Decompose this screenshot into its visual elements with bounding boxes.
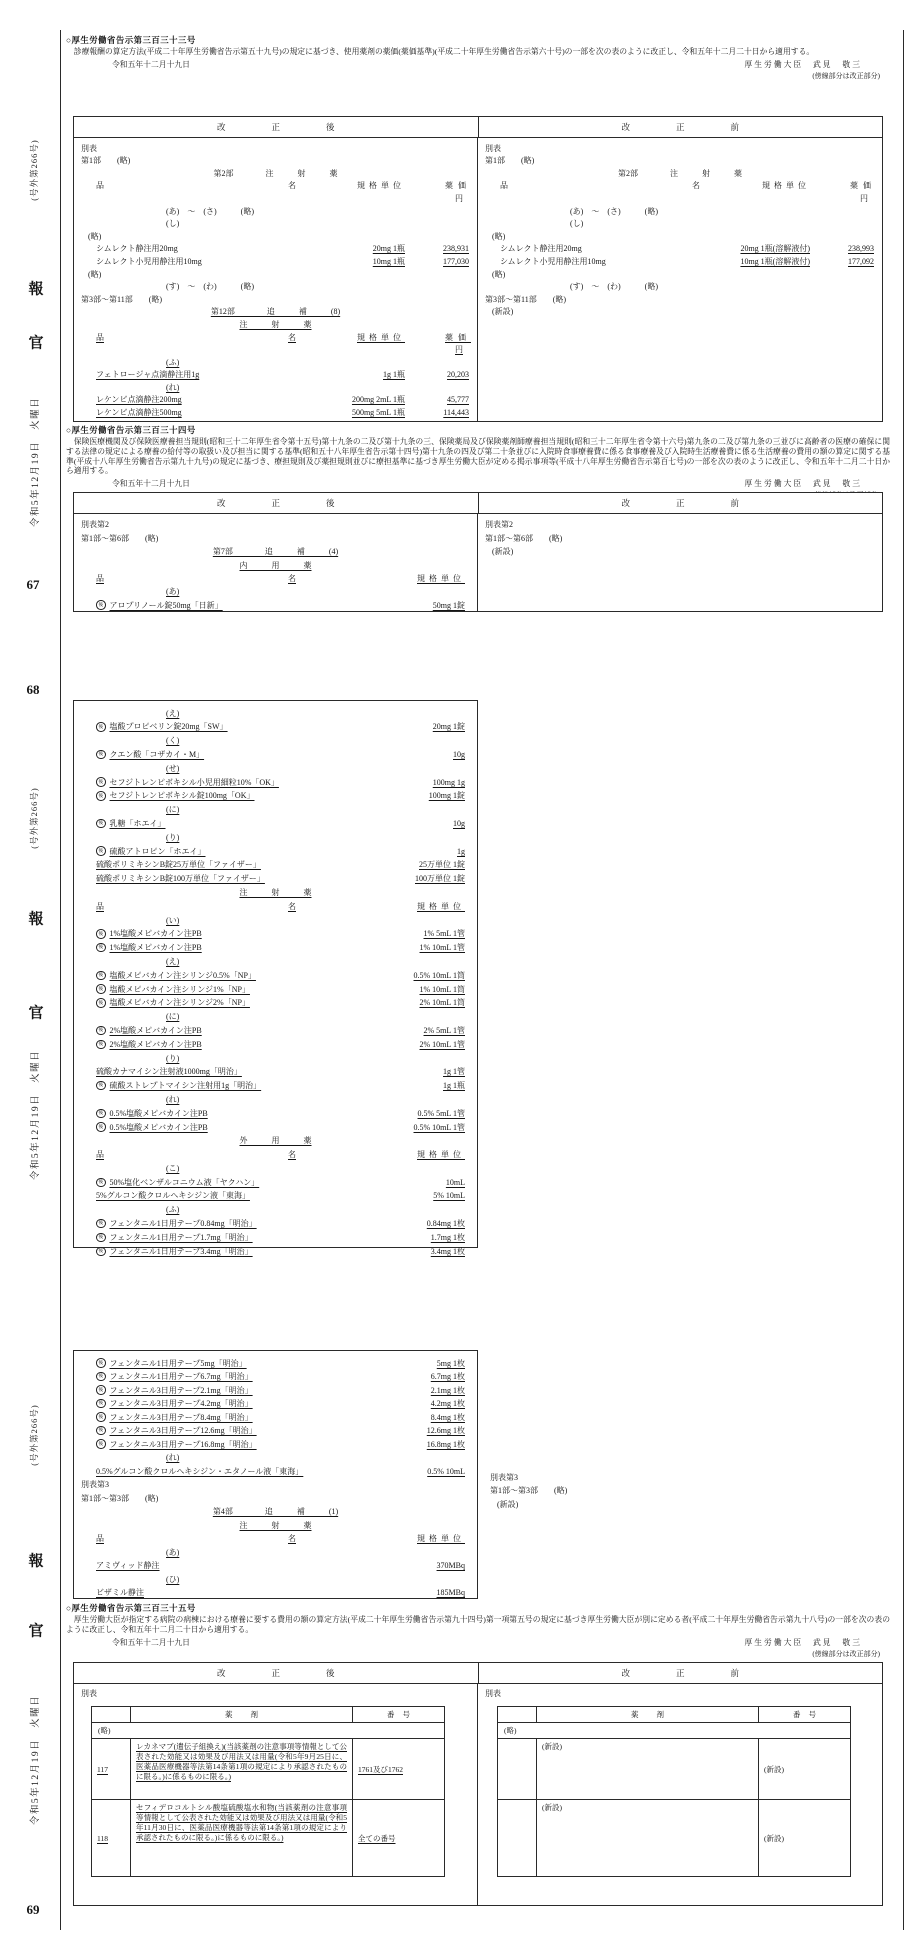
drug-row: 後 フェンタニル1日用テープ1.7mg「明治」 1.7mg 1枚 <box>74 1230 477 1244</box>
section-heading: 注 射 薬 <box>239 319 312 329</box>
kana-index-label: (す) ～ (わ) (略) <box>570 282 658 292</box>
continuation-table-page69 <box>73 1350 478 1599</box>
drug-row: 硫酸ポリミキシンB錠100万単位「ファイザー」 100万単位 1錠 <box>96 874 465 884</box>
amendment-table-keiji <box>73 492 883 612</box>
drug-row: 0.5%グルコン酸クロルヘキシジン・エタノール液「東海」 0.5% 10mL <box>96 1466 465 1476</box>
yen-unit-label: 円 <box>860 193 868 203</box>
kana-index-label: (れ) <box>166 1453 180 1462</box>
after-column <box>74 514 478 611</box>
drug-row: 後 フェンタニル1日用テープ0.84mg「明治」 0.84mg 1枚 <box>74 1216 477 1230</box>
column-header-row: 品 名 規格単位 <box>96 1534 465 1543</box>
drug-table-row: 118 セフィデロコルトシル酸塩硫酸塩水和物(当該薬剤の注意事項等情報として公表された効能又は効果及び用法又は用量(令和5年11月30日に、医薬品医療機器等法第14条第1項の規定により承認されたものに限る。)に係るものに限る。) 全ての番号 <box>92 1799 444 1876</box>
minister-signature: 厚生労働大臣 武見 敬三 <box>744 59 862 69</box>
drug-table-row: 117 レカネマブ(遺伝子組換え)(当該薬剤の注意事項等情報として公表された効能又は効果及び用法又は用量(令和5年9月25日に、医薬品医療機器等法第14条第1項の規定により承認されたものに限る。)に係るものに限る。) 1761及び1762 <box>92 1738 444 1799</box>
drug-row: 後 塩酸メピバカイン注シリンジ0.5%「NP」 0.5% 10mL 1筒 <box>74 968 477 982</box>
generic-drug-mark-icon: 後 <box>96 1385 106 1395</box>
kana-index-label: (に) <box>166 1012 180 1022</box>
drug-row: シムレクト小児用静注用10mg 10mg 1瓶 177,030 <box>96 256 469 266</box>
notice-body: 診療報酬の算定方法(平成二十年厚生労働省告示第五十九号)の規定に基づき、使用薬剤の薬価(薬価基準)(平成二十年厚生労働省告示第六十号)の一部を次の表のように改正し、令和五年十二月二十日から適用する。 <box>73 47 815 56</box>
kana-index-label: (ひ) <box>166 1574 180 1584</box>
text-line: 第1部 (略) <box>485 156 535 166</box>
kanpo-masthead-char: 官 <box>28 1623 44 1640</box>
drug-number-table-after <box>91 1706 445 1877</box>
issue-number-label: (号外第266号) <box>29 1404 39 1466</box>
amend-header-row <box>74 493 882 514</box>
text-line: 第3部～第11部 (略) <box>485 294 567 304</box>
notice-335 <box>66 1602 890 1659</box>
kanpo-masthead-char: 報 <box>28 911 44 928</box>
kana-index-label: (あ) ～ (さ) (略) <box>166 206 254 216</box>
date-label: 令和5年12月19日 火曜日 <box>31 396 41 528</box>
section-heading: 外 用 薬 <box>239 1136 312 1146</box>
kana-index-label: (り) <box>166 1053 180 1063</box>
amendment-note: (傍線部分は改正部分) <box>812 1649 880 1658</box>
text-line: 別表第2 <box>485 520 513 530</box>
text-line: 第1部～第6部 (略) <box>485 533 563 543</box>
text-line: 第1部 (略) <box>81 156 131 166</box>
amended-before-header: 改正前 <box>621 1668 785 1678</box>
text-line: 別表 <box>81 143 97 153</box>
column-header-row: 品 名 規格単位 薬価 <box>96 181 471 191</box>
kana-index-label: (ふ) <box>166 357 180 367</box>
kana-index-label: (こ) <box>166 1163 180 1173</box>
drug-row: 後 フェンタニル3日用テープ16.8mg「明治」 16.8mg 1枚 <box>74 1437 477 1451</box>
drug-row: 後 フェンタニル1日用テープ5mg「明治」 5mg 1枚 <box>74 1356 477 1370</box>
amended-before-header: 改正前 <box>621 498 785 508</box>
drug-row: 後 フェンタニル3日用テープ4.2mg「明治」 4.2mg 1枚 <box>74 1397 477 1411</box>
kana-index-label: (ふ) <box>166 1205 180 1215</box>
appendix-label: 別表 <box>81 1689 97 1698</box>
kana-index-label: (く) <box>166 736 180 746</box>
generic-drug-mark-icon: 後 <box>96 1081 106 1091</box>
drug-row: 後 1%塩酸メピバカイン注PB 1% 10mL 1管 <box>74 941 477 955</box>
drug-row: 後 アロプリノール錠50mg「日新」 50mg 1錠 <box>74 598 477 611</box>
appendix-label: 別表 <box>485 1689 501 1698</box>
notice-body: 保険医療機関及び保険医療養担当規則(昭和三十二年厚生省令第十五号)第十九条の二及び第十九条の三、保険薬局及び保険薬剤師療養担当規則(昭和三十二年厚生省令第十六号)第九条の二及び第九条の三並びに高齢者の医療の確保に関する法律の規定による療養の給付等の取扱い及び担当に関する基準(昭和五十八年厚生省告示第十四号)第十九条の四及び第二十条並びに入院時食事療養費に係る食事療養及び入院時生活療養費に係る生活療養の費用の額の算定に関する基準(平成十八年厚生労働省告示第九十九号)の規定に基づき、療担規則及び薬担規則並びに療担基準に基づき厚生労働大臣が定める掲示事項等(平成十八年厚生労働省告示第百七号)の一部を次の表のように改正し、令和五年十二月二十日から適用する。 <box>66 437 891 476</box>
drug-row: ビザミル静注 185MBq <box>96 1588 465 1597</box>
generic-drug-mark-icon: 後 <box>96 1178 106 1188</box>
kanpo-masthead-char: 報 <box>28 281 44 298</box>
omitted-row: (略) <box>498 1722 850 1738</box>
notice-body: 厚生労働大臣が指定する病院の病棟における療養に要する費用の額の算定方法(平成二十年厚生労働省告示第九十四号)第一項第五号の規定に基づき厚生労働大臣が別に定める者(平成二十年厚生労働省告示第九十八号)の一部を次の表のように改正し、令和五年十二月二十日から適用する。 <box>66 1615 890 1634</box>
drug-row: 後 フェンタニル3日用テープ2.1mg「明治」 2.1mg 1枚 <box>74 1383 477 1397</box>
drug-table-header: 薬剤 番号 <box>498 1707 850 1722</box>
amended-after-header: 改正後 <box>74 493 479 513</box>
drug-row: 後 フェンタニル1日用テープ6.7mg「明治」 6.7mg 1枚 <box>74 1370 477 1384</box>
section-heading: 第2部 注 射 薬 <box>618 168 742 178</box>
drug-row: 硫酸ポリミキシンB錠25万単位「ファイザー」 25万単位 1錠 <box>96 860 465 870</box>
drug-row: シムレクト静注用20mg 20mg 1瓶 238,931 <box>96 244 469 254</box>
drug-row: 後 2%塩酸メピバカイン注PB 2% 5mL 1管 <box>74 1023 477 1037</box>
kana-index-label: (り) <box>166 832 180 842</box>
section-heading: 注 射 薬 <box>239 1520 312 1530</box>
before-column <box>478 514 882 611</box>
yen-unit-label: 円 <box>455 345 463 355</box>
drug-row: アミヴィッド静注 370MBq <box>96 1561 465 1570</box>
drug-row: 後 50%塩化ベンザルコニウム液「ヤクハン」 10mL <box>74 1175 477 1189</box>
text-line: 別表第3 <box>81 1480 109 1489</box>
after-column <box>74 1684 478 1905</box>
kanpo-masthead-char: 報 <box>28 1553 44 1570</box>
generic-drug-mark-icon: 後 <box>96 943 106 953</box>
kana-index-label: (れ) <box>166 1094 180 1104</box>
text-line: 別表 <box>485 143 501 153</box>
drug-table-header: 薬剤 番号 <box>92 1707 444 1722</box>
generic-drug-mark-icon: 後 <box>96 998 106 1008</box>
kana-index-label: (あ) <box>166 1547 180 1557</box>
drug-row: 硫酸カナマイシン注射液1000mg「明治」 1g 1管 <box>96 1067 465 1077</box>
minister-signature: 厚生労働大臣 武見 敬三 <box>744 1637 862 1647</box>
generic-drug-mark-icon: 後 <box>96 600 106 610</box>
text-line: (略) <box>88 231 102 241</box>
drug-row: 後 硫酸アトロピン「ホエイ」 1g <box>74 844 477 858</box>
section-heading: 注 射 薬 <box>239 887 312 897</box>
generic-drug-mark-icon: 後 <box>96 1399 106 1409</box>
column-header-row: 品 名 規格単位 薬価 <box>500 181 876 191</box>
notice-date: 令和五年十二月十九日 <box>112 479 190 489</box>
drug-row: レケンビ点滴静注500mg 500mg 5mL 1瓶 114,443 <box>96 408 469 418</box>
amended-after-header: 改正後 <box>74 117 479 137</box>
before-column <box>478 138 882 421</box>
text-line: 第3部～第11部 (略) <box>81 294 163 304</box>
text-line: (略) <box>492 269 506 279</box>
drug-row: 後 乳糖「ホエイ」 10g <box>74 816 477 830</box>
text-line: (新設) <box>492 547 514 557</box>
generic-drug-mark-icon: 後 <box>96 819 106 829</box>
kana-index-label: (し) <box>570 219 584 229</box>
generic-drug-mark-icon: 後 <box>96 1040 106 1050</box>
generic-drug-mark-icon: 後 <box>96 1109 106 1119</box>
issue-number-label: (号外第266号) <box>29 787 39 849</box>
kanpo-masthead-char: 官 <box>28 335 44 352</box>
kana-index-label: (あ) <box>166 587 180 597</box>
drug-row: 後 フェンタニル3日用テープ8.4mg「明治」 8.4mg 1枚 <box>74 1410 477 1424</box>
text-line: (新設) <box>497 1499 519 1509</box>
text-line: 第1部～第3部 (略) <box>81 1493 159 1503</box>
section-heading: 第4部 追 補 (1) <box>212 1507 339 1516</box>
notice-title: ○厚生労働省告示第三百三十四号 <box>66 426 196 435</box>
page-edge-rule-left <box>60 30 61 1930</box>
drug-table-row: (新設) (新設) <box>498 1738 850 1799</box>
column-header-row: 品 名 規格単位 <box>96 1150 465 1160</box>
generic-drug-mark-icon: 後 <box>96 750 106 760</box>
text-line: 別表第2 <box>81 520 109 530</box>
kana-index-label: (あ) ～ (さ) (略) <box>570 206 658 216</box>
notice-334 <box>66 424 890 500</box>
generic-drug-mark-icon: 後 <box>96 1247 106 1257</box>
column-header-row: 品 名 規格単位 薬価 <box>96 332 471 342</box>
amendment-table-dpc-drugs <box>73 1662 883 1906</box>
text-line: (新設) <box>492 307 514 317</box>
text-line: (略) <box>492 231 506 241</box>
drug-row: 後 0.5%塩酸メピバカイン注PB 0.5% 10mL 1管 <box>74 1120 477 1134</box>
amended-after-header: 改正後 <box>74 1663 479 1683</box>
continuation-table-page68 <box>73 700 478 1256</box>
drug-row: 後 1%塩酸メピバカイン注PB 1% 5mL 1管 <box>74 927 477 941</box>
drug-row: 後 硫酸ストレプトマイシン注射用1g「明治」 1g 1瓶 <box>74 1079 477 1093</box>
drug-row: 後 セフジトレンピボキシル錠100mg「OK」 100mg 1錠 <box>74 789 477 803</box>
generic-drug-mark-icon: 後 <box>96 1439 106 1449</box>
column-header-row: 品 名 規格単位 <box>96 573 465 583</box>
generic-drug-mark-icon: 後 <box>96 929 106 939</box>
drug-row: 後 フェンタニル3日用テープ12.6mg「明治」 12.6mg 1枚 <box>74 1424 477 1438</box>
section-heading: 第12部 追 補 (8) <box>210 307 341 317</box>
generic-drug-mark-icon: 後 <box>96 1426 106 1436</box>
after-column <box>74 138 478 421</box>
generic-drug-mark-icon: 後 <box>96 1219 106 1229</box>
kana-index-label: (に) <box>166 805 180 815</box>
notice-title: ○厚生労働省告示第三百三十五号 <box>66 1604 196 1613</box>
generic-drug-mark-icon: 後 <box>96 1122 106 1132</box>
drug-row: レケンビ点滴静注200mg 200mg 2mL 1瓶 45,777 <box>96 395 469 405</box>
date-label: 令和5年12月19日 火曜日 <box>31 1049 41 1181</box>
generic-drug-mark-icon: 後 <box>96 791 106 801</box>
before-column <box>478 1684 882 1905</box>
kana-index-label: (す) ～ (わ) (略) <box>166 282 254 292</box>
kanpo-masthead-char: 官 <box>28 1005 44 1022</box>
generic-drug-mark-icon: 後 <box>96 1358 106 1368</box>
page-number: 69 <box>26 1902 40 1917</box>
amended-before-header: 改正前 <box>621 122 785 132</box>
page-edge-rule-right <box>903 30 904 1930</box>
generic-drug-mark-icon: 後 <box>96 722 106 732</box>
notice-date: 令和五年十二月十九日 <box>112 59 190 69</box>
drug-row: 後 塩酸プロピベリン錠20mg「SW」 20mg 1錠 <box>74 720 477 734</box>
amendment-table-yakka <box>73 116 883 422</box>
generic-drug-mark-icon: 後 <box>96 971 106 981</box>
amend-header-row <box>74 117 882 138</box>
column-header-row: 品 名 規格単位 <box>96 901 465 911</box>
section-heading: 第2部 注 射 薬 <box>213 168 338 178</box>
kana-index-label: (せ) <box>166 763 180 773</box>
kana-index-label: (い) <box>166 915 180 925</box>
page-number: 67 <box>26 577 40 592</box>
issue-number-label: (号外第266号) <box>29 139 39 201</box>
kana-index-label: (れ) <box>166 382 180 392</box>
text-line: 第1部～第3部 (略) <box>490 1486 568 1495</box>
amendment-note: (傍線部分は改正部分) <box>812 71 880 80</box>
drug-row: 後 クエン酸「コザカイ・M」 10g <box>74 747 477 761</box>
page-number: 68 <box>26 682 40 697</box>
notice-date: 令和五年十二月十九日 <box>112 1637 190 1647</box>
generic-drug-mark-icon: 後 <box>96 1233 106 1243</box>
drug-row: 後 塩酸メピバカイン注シリンジ1%「NP」 1% 10mL 1筒 <box>74 982 477 996</box>
kana-index-label: (し) <box>166 219 180 229</box>
minister-signature: 厚生労働大臣 武見 敬三 <box>744 479 862 489</box>
yen-unit-label: 円 <box>455 193 463 203</box>
drug-row: 後 フェンタニル1日用テープ3.4mg「明治」 3.4mg 1枚 <box>74 1244 477 1258</box>
generic-drug-mark-icon: 後 <box>96 1372 106 1382</box>
notice-333 <box>66 34 890 81</box>
drug-row: 後 塩酸メピバカイン注シリンジ2%「NP」 2% 10mL 1筒 <box>74 996 477 1010</box>
before-column-page69 <box>483 1470 783 1511</box>
section-heading: 内 用 薬 <box>239 560 312 570</box>
generic-drug-mark-icon: 後 <box>96 777 106 787</box>
drug-row: 後 0.5%塩酸メピバカイン注PB 0.5% 5mL 1管 <box>74 1106 477 1120</box>
text-line: 第1部～第6部 (略) <box>81 533 159 543</box>
generic-drug-mark-icon: 後 <box>96 1412 106 1422</box>
kana-index-label: (え) <box>166 708 180 718</box>
drug-number-table-before <box>497 1706 851 1877</box>
generic-drug-mark-icon: 後 <box>96 1026 106 1036</box>
drug-table-row: (新設) (新設) <box>498 1799 850 1876</box>
omitted-row: (略) <box>92 1722 444 1738</box>
text-line: (略) <box>88 269 102 279</box>
drug-row: シムレクト静注用20mg 20mg 1瓶(溶解液付) 238,993 <box>500 244 874 254</box>
amend-header-row <box>74 1663 882 1684</box>
generic-drug-mark-icon: 後 <box>96 984 106 994</box>
generic-drug-mark-icon: 後 <box>96 846 106 856</box>
drug-row: 後 セフジトレンピボキシル小児用細粒10%「OK」 100mg 1g <box>74 775 477 789</box>
date-label: 令和5年12月19日 火曜日 <box>31 1694 41 1826</box>
section-heading: 第7部 追 補 (4) <box>212 547 339 557</box>
drug-row: 5%グルコン酸クロルヘキシジン液「東海」 5% 10mL <box>96 1191 465 1201</box>
text-line: 別表第3 <box>490 1472 518 1482</box>
drug-row: シムレクト小児用静注用10mg 10mg 1瓶(溶解液付) 177,092 <box>500 256 874 266</box>
drug-row: フェトロージャ点滴静注用1g 1g 1瓶 20,203 <box>96 370 469 380</box>
drug-row: 後 2%塩酸メピバカイン注PB 2% 10mL 1管 <box>74 1037 477 1051</box>
kana-index-label: (え) <box>166 956 180 966</box>
notice-title: ○厚生労働省告示第三百三十三号 <box>66 36 196 45</box>
